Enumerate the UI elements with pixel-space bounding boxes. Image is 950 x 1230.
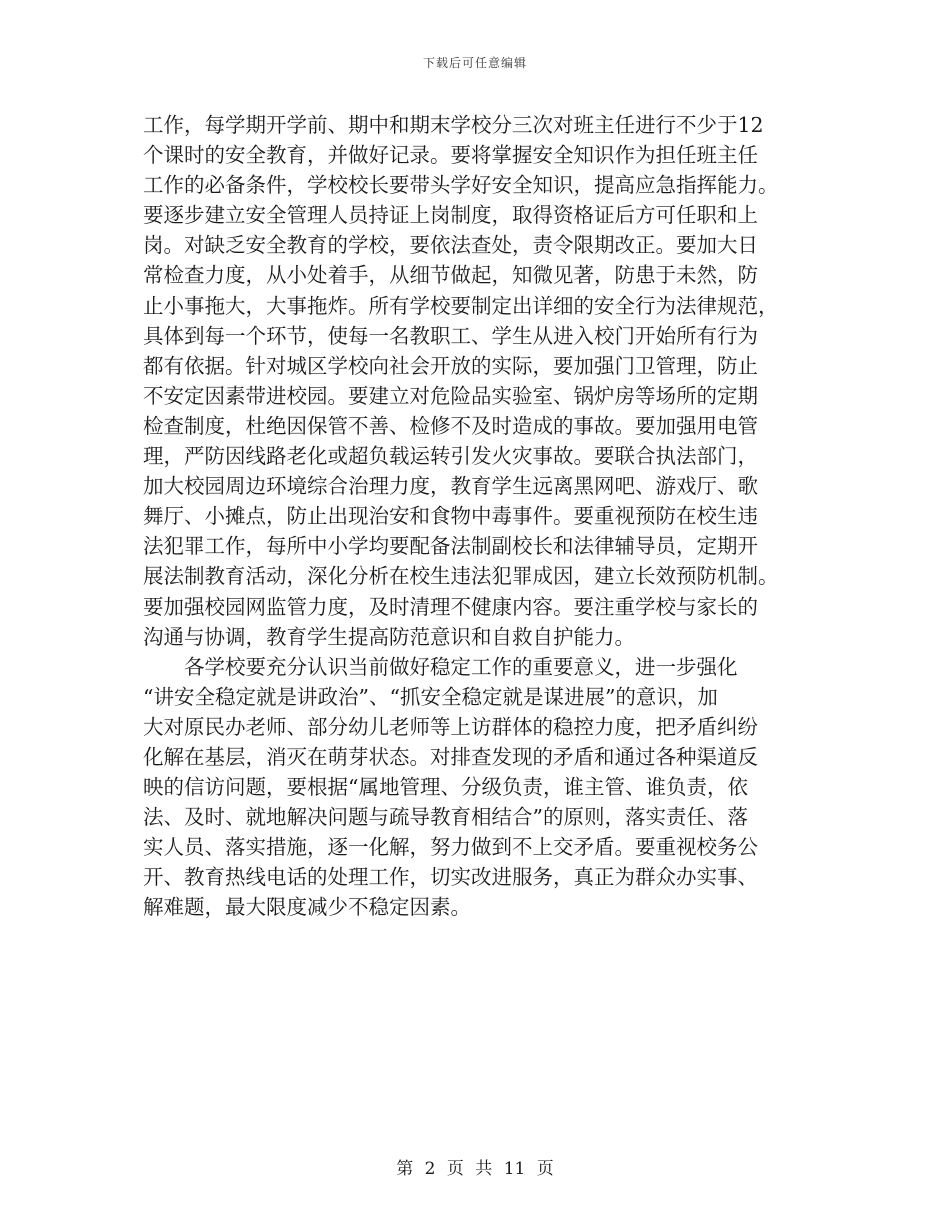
text-line: 法、及时、就地解决问题与疏导教育相结合”的原则，落实责任、落 (143, 805, 748, 830)
document-body (143, 110, 823, 923)
text-line: 解难题，最大限度减少不稳定因素。 (143, 895, 471, 920)
text-line: 映的信访问题，要根据“属地管理、分级负责，谁主管、谁负责，依 (143, 775, 748, 800)
paragraph-1 (143, 110, 823, 652)
text-line: 不安定因素带进校园。要建立对危险品实验室、锅炉房等场所的定期 (143, 383, 758, 408)
text-line: 沟通与协调，教育学生提高防范意识和自救自护能力。 (143, 624, 635, 649)
text-line: 化解在基层，消灭在萌芽状态。对排查发现的矛盾和通过各种渠道反 (143, 744, 758, 769)
text-line: 要加强校园网监管力度，及时清理不健康内容。要注重学校与家长的 (143, 594, 758, 619)
text-line: 舞厅、小摊点，防止出现治安和食物中毒事件。要重视预防在校生违 (143, 504, 758, 529)
text-line: 开、教育热线电话的处理工作，切实改进服务，真正为群众办实事、 (143, 865, 758, 890)
paragraph-2 (143, 652, 823, 923)
text-line: 具体到每一个环节，使每一名教职工、学生从进入校门开始所有行为 (143, 323, 758, 348)
text-line: 检查制度，杜绝因保管不善、检修不及时造成的事故。要加强用电管 (143, 413, 758, 438)
text-line: 展法制教育活动，深化分析在校生违法犯罪成因，建立长效预防机制。 (143, 564, 779, 589)
text-line: “讲安全稳定就是讲政治”、“抓安全稳定就是谋进展”的意识，加 (143, 684, 718, 709)
text-line: 工作，每学期开学前、期中和期末学校分三次对班主任进行不少于12 (143, 113, 764, 137)
text-line: 加大校园周边环境综合治理力度，教育学生远离黑网吧、游戏厅、歌 (143, 474, 758, 499)
page-footer: 第 2 页 共 11 页 (396, 1159, 554, 1179)
text-line: 要逐步建立安全管理人员持证上岗制度，取得资格证后方可任职和上 (143, 203, 758, 228)
text-line: 都有依据。针对城区学校向社会开放的实际，要加强门卫管理，防止 (143, 353, 758, 378)
text-line: 工作的必备条件，学校校长要带头学好安全知识，提高应急指挥能力。 (143, 173, 779, 198)
page-header: 下载后可任意编辑 (422, 56, 527, 70)
text-line: 止小事拖大，大事拖炸。所有学校要制定出详细的安全行为法律规范， (143, 293, 779, 318)
text-line: 理，严防因线路老化或超负载运转引发火灾事故。要联合执法部门， (143, 444, 758, 469)
text-line: 个课时的安全教育，并做好记录。要将掌握安全知识作为担任班主任 (143, 143, 758, 168)
text-line: 大对原民办老师、部分幼儿老师等上访群体的稳控力度，把矛盾纠纷 (143, 714, 758, 739)
text-line: 实人员、落实措施，逐一化解，努力做到不上交矛盾。要重视校务公 (143, 835, 758, 860)
text-line: 岗。对缺乏安全教育的学校，要依法查处，责令限期改正。要加大日 (143, 233, 758, 258)
text-line: 各学校要充分认识当前做好稳定工作的重要意义，进一步强化 (184, 654, 738, 679)
text-line: 常检查力度，从小处着手，从细节做起，知微见著，防患于未然，防 (143, 263, 758, 288)
text-line: 法犯罪工作，每所中小学均要配备法制副校长和法律辅导员，定期开 (143, 534, 758, 559)
